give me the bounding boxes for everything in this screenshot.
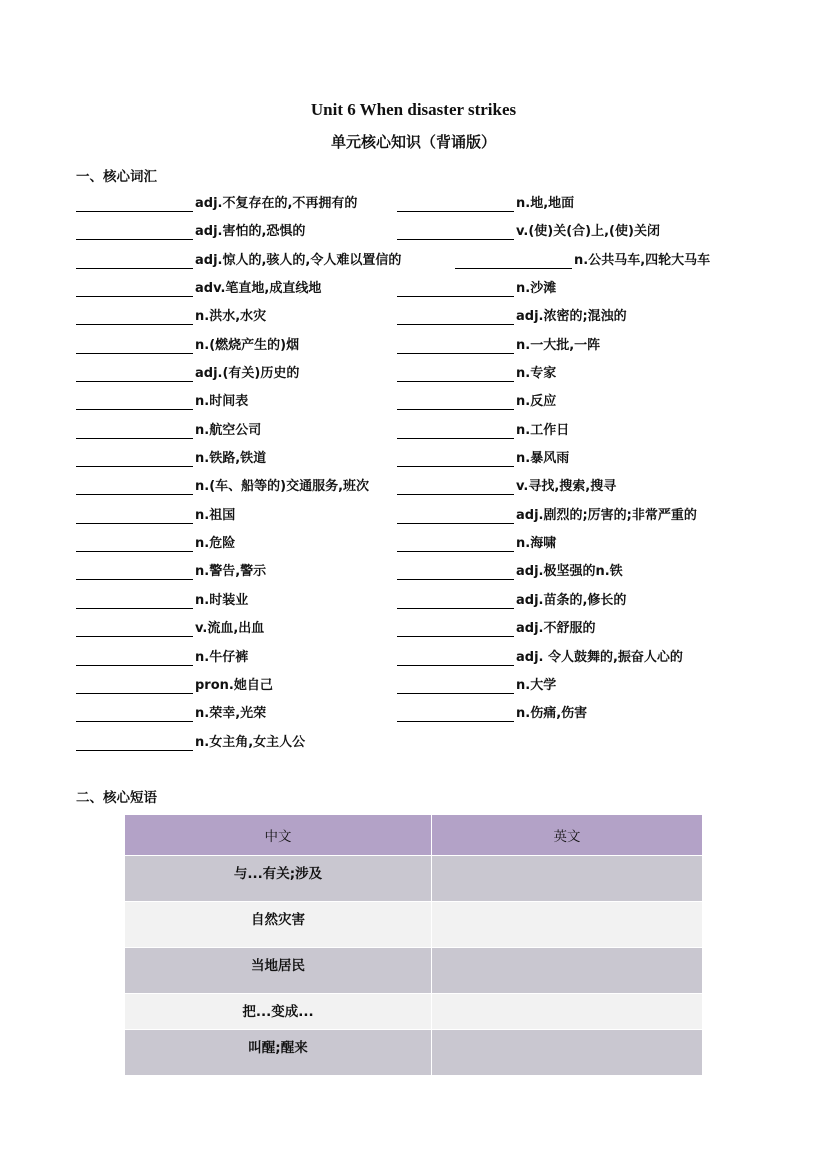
vocab-item <box>76 277 321 297</box>
table-row <box>125 856 703 902</box>
vocab-item <box>76 447 266 467</box>
page-title: Unit 6 When disaster strikes <box>310 100 517 119</box>
vocab-definition: pron.她自己 <box>195 678 273 693</box>
vocabulary-list <box>0 192 827 752</box>
vocab-item <box>76 532 235 552</box>
vocab-definition: v.流血,出血 <box>195 621 265 636</box>
vocab-definition: adj.不复存在的,不再拥有的 <box>195 196 358 211</box>
vocab-definition: n.时装业 <box>195 593 249 608</box>
vocab-item <box>76 617 264 637</box>
vocab-item <box>397 334 600 354</box>
column-header-chinese: 中文 <box>125 815 432 856</box>
answer-blank[interactable] <box>397 536 514 552</box>
answer-blank[interactable] <box>76 281 193 297</box>
vocab-item <box>397 475 616 495</box>
vocab-item <box>397 532 556 552</box>
vocab-item <box>76 475 369 495</box>
answer-blank[interactable] <box>76 224 193 240</box>
answer-blank[interactable] <box>397 451 514 467</box>
answer-blank[interactable] <box>397 423 514 439</box>
answer-blank[interactable] <box>397 338 514 354</box>
table-row <box>125 948 703 994</box>
vocab-definition: n.专家 <box>516 366 557 381</box>
vocab-definition: adj. 令人鼓舞的,振奋人心的 <box>516 650 683 665</box>
answer-blank[interactable] <box>76 508 193 524</box>
vocab-definition: n.荣幸,光荣 <box>195 706 267 721</box>
vocab-definition: n.祖国 <box>195 508 236 523</box>
answer-blank[interactable] <box>397 564 514 580</box>
phrase-chinese: 与...有关;涉及 <box>125 856 432 902</box>
vocab-item <box>76 589 248 609</box>
table-row <box>125 1030 703 1076</box>
vocab-definition: n.伤痛,伤害 <box>516 706 588 721</box>
vocab-definition: n.一大批,一阵 <box>516 338 601 353</box>
answer-blank[interactable] <box>397 366 514 382</box>
phrase-chinese: 当地居民 <box>125 948 432 994</box>
vocab-item <box>397 646 683 666</box>
vocab-definition: n.反应 <box>516 394 557 409</box>
vocab-item <box>76 390 248 410</box>
vocab-definition: adj.不舒服的 <box>516 621 596 636</box>
vocab-item <box>76 560 266 580</box>
answer-blank[interactable] <box>76 253 193 269</box>
vocab-definition: n.洪水,水灾 <box>195 309 267 324</box>
vocab-definition: n.(车、船等的)交通服务,班次 <box>195 479 370 494</box>
section-heading-vocabulary: 一、核心词汇 <box>76 169 157 185</box>
vocab-item <box>76 646 248 666</box>
vocab-item <box>397 390 556 410</box>
phrase-chinese: 自然灾害 <box>125 902 432 948</box>
vocab-item <box>397 589 626 609</box>
vocab-definition: n.地,地面 <box>516 196 575 211</box>
vocab-item <box>76 220 305 240</box>
phrase-table <box>125 815 703 1075</box>
vocab-item <box>76 192 357 212</box>
answer-blank[interactable] <box>397 678 514 694</box>
section-heading-phrases: 二、核心短语 <box>76 790 157 806</box>
vocab-definition: n.大学 <box>516 678 557 693</box>
vocab-item <box>397 674 556 694</box>
vocab-definition: n.铁路,铁道 <box>195 451 267 466</box>
vocab-item <box>76 419 261 439</box>
phrase-english-answer[interactable] <box>432 1030 703 1076</box>
answer-blank[interactable] <box>76 196 193 212</box>
phrase-english-answer[interactable] <box>432 902 703 948</box>
vocab-item <box>397 504 697 524</box>
vocab-item <box>397 702 587 722</box>
vocab-definition: n.女主角,女主人公 <box>195 735 306 750</box>
answer-blank[interactable] <box>397 224 514 240</box>
answer-blank[interactable] <box>455 253 572 269</box>
answer-blank[interactable] <box>76 366 193 382</box>
vocab-definition: adj.惊人的,骇人的,令人难以置信的 <box>195 253 402 268</box>
vocab-definition: n.沙滩 <box>516 281 557 296</box>
vocab-definition: adj.苗条的,修长的 <box>516 593 627 608</box>
answer-blank[interactable] <box>76 564 193 580</box>
vocab-definition: n.牛仔裤 <box>195 650 249 665</box>
page-subtitle: 单元核心知识（背诵版） <box>330 133 496 151</box>
vocab-item <box>76 362 299 382</box>
phrase-english-answer[interactable] <box>432 948 703 994</box>
phrase-chinese: 叫醒;醒来 <box>125 1030 432 1076</box>
vocab-item <box>76 504 235 524</box>
vocab-definition: adj.浓密的;混浊的 <box>516 309 627 324</box>
vocab-definition: adj.极坚强的n.铁 <box>516 564 623 579</box>
vocab-definition: n.航空公司 <box>195 423 262 438</box>
vocab-item <box>397 560 623 580</box>
vocab-item <box>397 305 627 325</box>
vocab-item <box>397 220 660 240</box>
vocab-item <box>397 277 556 297</box>
answer-blank[interactable] <box>397 281 514 297</box>
answer-blank[interactable] <box>76 536 193 552</box>
vocab-definition: n.公共马车,四轮大马车 <box>574 253 711 268</box>
vocab-item <box>76 702 266 722</box>
vocab-item <box>76 731 305 751</box>
vocab-definition: n.暴风雨 <box>516 451 570 466</box>
answer-blank[interactable] <box>76 338 193 354</box>
phrase-chinese: 把...变成... <box>125 994 432 1030</box>
answer-blank[interactable] <box>397 479 514 495</box>
vocab-item <box>397 192 574 212</box>
vocab-definition: n.(燃烧产生的)烟 <box>195 338 300 353</box>
vocab-definition: adv.笔直地,成直线地 <box>195 281 322 296</box>
vocab-item <box>76 249 401 269</box>
column-header-english: 英文 <box>432 815 703 856</box>
answer-blank[interactable] <box>397 593 514 609</box>
answer-blank[interactable] <box>76 309 193 325</box>
vocab-definition: v.(使)关(合)上,(使)关闭 <box>516 224 660 239</box>
answer-blank[interactable] <box>76 678 193 694</box>
vocab-item <box>455 249 710 269</box>
answer-blank[interactable] <box>76 593 193 609</box>
phrase-english-answer[interactable] <box>432 994 703 1030</box>
vocab-definition: n.工作日 <box>516 423 570 438</box>
table-row <box>125 902 703 948</box>
answer-blank[interactable] <box>76 394 193 410</box>
vocab-item <box>397 362 556 382</box>
answer-blank[interactable] <box>76 423 193 439</box>
vocab-definition: n.时间表 <box>195 394 249 409</box>
answer-blank[interactable] <box>397 196 514 212</box>
vocab-item <box>76 305 266 325</box>
vocab-definition: v.寻找,搜索,搜寻 <box>516 479 617 494</box>
vocab-definition: n.海啸 <box>516 536 557 551</box>
answer-blank[interactable] <box>76 735 193 751</box>
answer-blank[interactable] <box>397 394 514 410</box>
answer-blank[interactable] <box>76 479 193 495</box>
vocab-definition: adj.害怕的,恐惧的 <box>195 224 306 239</box>
answer-blank[interactable] <box>397 650 514 666</box>
vocab-definition: adj.剧烈的;厉害的;非常严重的 <box>516 508 697 523</box>
vocab-item <box>76 674 273 694</box>
answer-blank[interactable] <box>76 650 193 666</box>
vocab-item <box>76 334 299 354</box>
answer-blank[interactable] <box>397 706 514 722</box>
vocab-item <box>397 447 569 467</box>
answer-blank[interactable] <box>397 621 514 637</box>
vocab-definition: n.警告,警示 <box>195 564 267 579</box>
vocab-definition: n.危险 <box>195 536 236 551</box>
vocab-definition: adj.(有关)历史的 <box>195 366 300 381</box>
table-row <box>125 994 703 1030</box>
vocab-item <box>397 617 595 637</box>
phrase-english-answer[interactable] <box>432 856 703 902</box>
answer-blank[interactable] <box>397 309 514 325</box>
answer-blank[interactable] <box>397 508 514 524</box>
answer-blank[interactable] <box>76 451 193 467</box>
vocab-item <box>397 419 569 439</box>
answer-blank[interactable] <box>76 706 193 722</box>
answer-blank[interactable] <box>76 621 193 637</box>
